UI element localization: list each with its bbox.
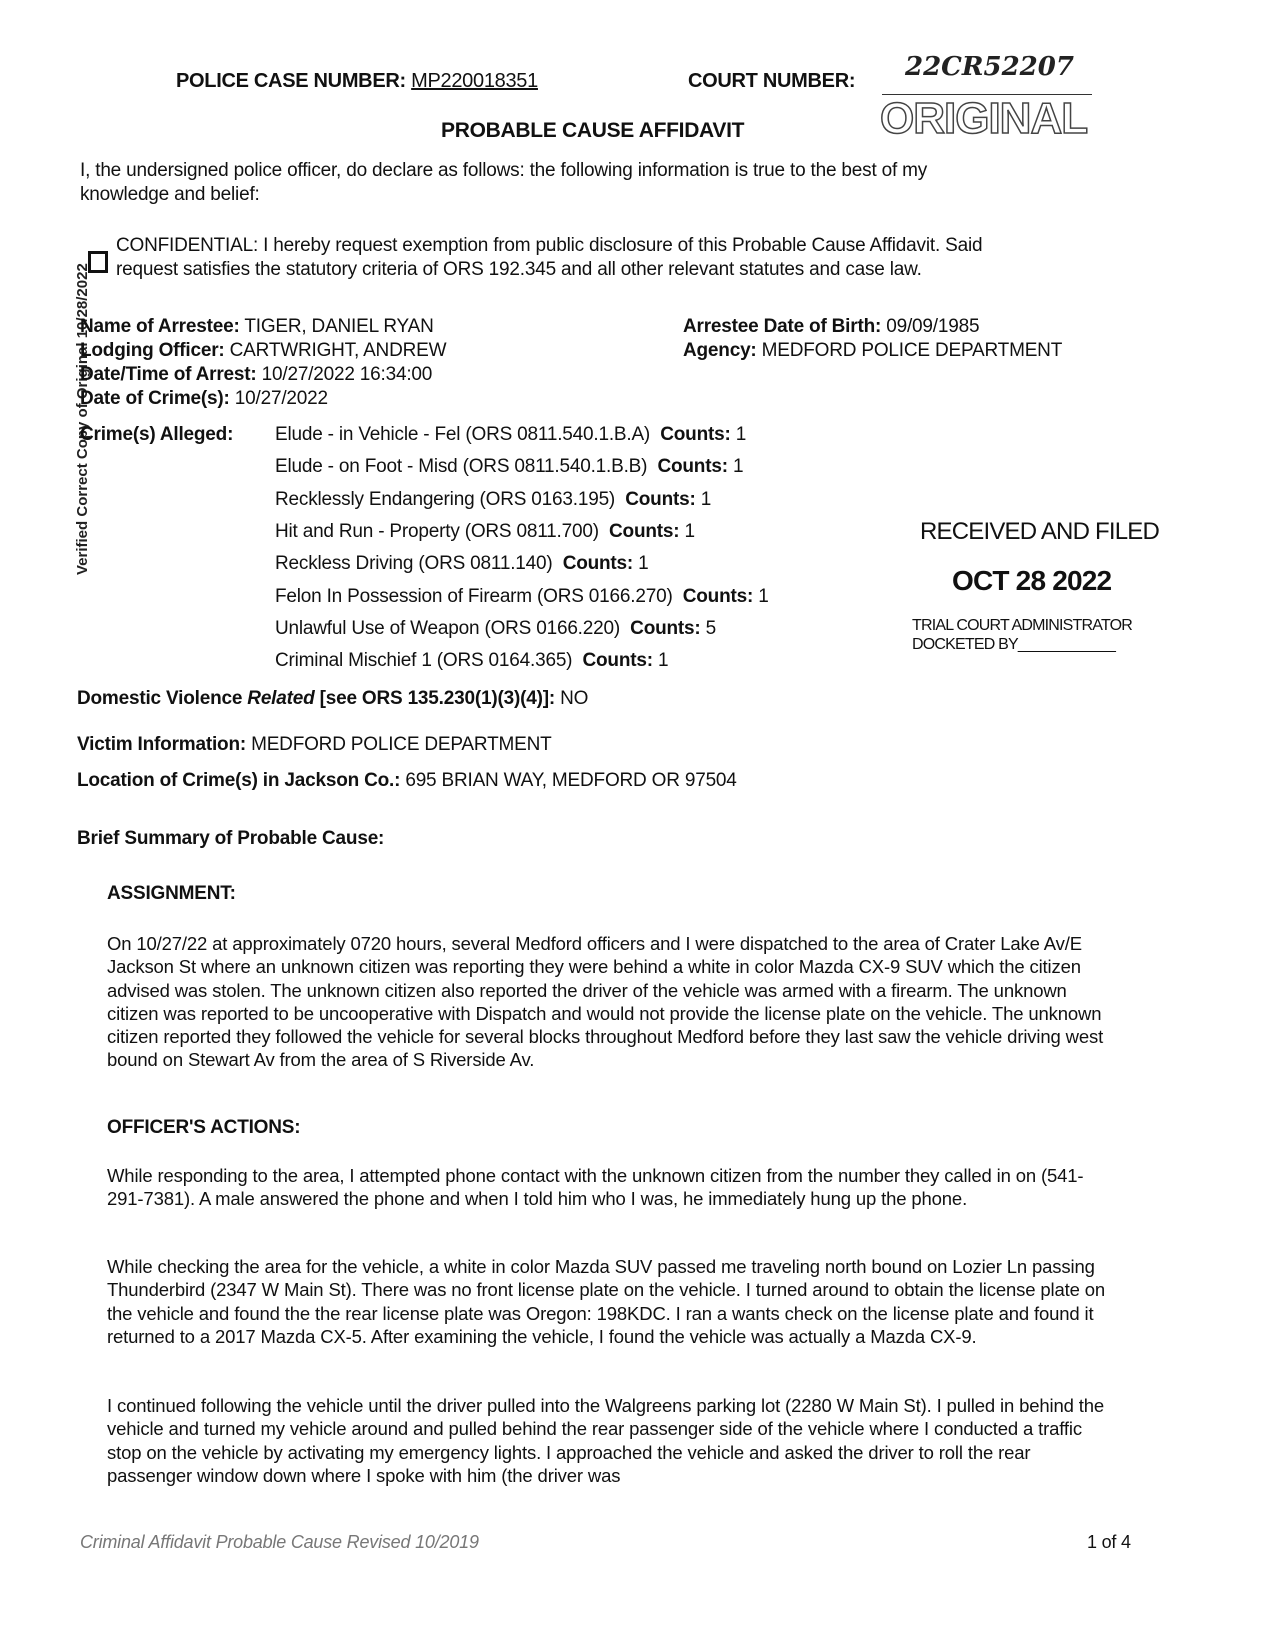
counts-label: Counts: (562, 553, 634, 575)
arrestee-dob: Arrestee Date of Birth: 09/09/1985 (683, 316, 980, 337)
actions-paragraph-1: While responding to the area, I attempted phone contact with the unknown citizen from the number they called in on (541-291-7381). A male answered the phone and when I told him who I was, he immediately hung up the phone. (107, 1165, 1084, 1210)
crime-counts: 5 (705, 617, 717, 639)
counts-label: Counts: (630, 617, 701, 639)
crime-name: Recklessly Endangering (ORS 0163.195) (275, 488, 616, 510)
crime-name: Felon In Possession of Firearm (ORS 0166.270) (275, 585, 673, 607)
crime-item (275, 521, 695, 543)
crime-name: Elude - on Foot - Misd (ORS 0811.540.1.B.B) (275, 456, 648, 478)
page-number: 1 of 4 (1087, 1532, 1131, 1552)
crime-item (275, 456, 743, 478)
police-case-number (176, 70, 538, 93)
crime-date: Date of Crime(s): 10/27/2022 (80, 388, 328, 409)
domestic-violence: Domestic Violence Related [see ORS 135.230(1)(3)(4)]: NO (77, 688, 589, 709)
filed-stamp-title: RECEIVED AND FILED (920, 518, 1159, 545)
crime-counts: 1 (758, 585, 769, 607)
summary-label: Brief Summary of Probable Cause: (77, 828, 385, 849)
confidential-checkbox[interactable] (88, 251, 108, 273)
court-number-label: COURT NUMBER: (688, 70, 856, 92)
page-title: PROBABLE CAUSE AFFIDAVIT (441, 119, 745, 142)
crime-counts: 1 (657, 650, 669, 672)
crime-counts: 1 (684, 520, 695, 542)
confidential-text-cont: request satisfies the statutory criteria of ORS 192.345 and all other relevant statutes and case law. (116, 259, 922, 280)
arrestee-name: Name of Arrestee: TIGER, DANIEL RYAN (80, 316, 434, 337)
crimes-label: Crime(s) Alleged: (80, 424, 234, 445)
crime-item (275, 618, 716, 640)
court-number-handwritten: 22CR52207 (905, 52, 1074, 82)
crime-location: Location of Crime(s) in Jackson Co.: 695 BRIAN WAY, MEDFORD OR 97504 (77, 770, 737, 791)
assignment-heading: ASSIGNMENT: (107, 883, 236, 904)
crime-item (275, 650, 668, 672)
crime-counts: 1 (700, 488, 712, 510)
filed-stamp-admin: TRIAL COURT ADMINISTRATOR (912, 617, 1133, 634)
arrest-datetime: Date/Time of Arrest: 10/27/2022 16:34:00 (80, 364, 433, 385)
crime-counts: 1 (638, 553, 649, 575)
crime-item (275, 489, 711, 511)
crime-item (275, 586, 769, 608)
crime-name: Unlawful Use of Weapon (ORS 0166.220) (275, 617, 620, 639)
victim-information: Victim Information: MEDFORD POLICE DEPARTMENT (77, 734, 552, 755)
crime-counts: 1 (735, 424, 747, 445)
filed-stamp-docketed: DOCKETED BY____________ (912, 636, 1116, 653)
crime-item (275, 553, 649, 575)
counts-label: Counts: (609, 520, 680, 542)
actions-paragraph-2: While checking the area for the vehicle, a white in color Mazda SUV passed me traveling north bound on Lozier Ln passing Thunderbird (2347 W Main St). There was no front license plate on the vehicle. I turned around to obtain the license plate on the vehicle and found the the rear license plate was Oregon: 198KDC. I ran a wants check on the license plate and found it returned to a 2017 Mazda CX-5. After examining the vehicle, I found the vehicle was actually a Mazda CX-9. (107, 1256, 1105, 1347)
assignment-text: On 10/27/22 at approximately 0720 hours, several Medford officers and I were dispatched to the area of Crater Lake Av/E Jackson St where an unknown citizen was reporting they were behind a white in color Mazda CX-9 SUV which the citizen advised was stolen. The unknown citizen also reported the driver of the vehicle was armed with a firearm. The unknown citizen was reported to be uncooperative with Dispatch and would not provide the license plate on the vehicle. The unknown citizen reported they followed the vehicle for several blocks throughout Medford before they last saw the vehicle driving west bound on Stewart Av from the area of S Riverside Av. (107, 933, 1104, 1071)
form-revision: Criminal Affidavit Probable Cause Revised 10/2019 (80, 1532, 479, 1552)
crime-item (275, 424, 746, 446)
declaration-cont: knowledge and belief: (80, 184, 260, 205)
filed-stamp-date: OCT 28 2022 (952, 565, 1112, 596)
crime-counts: 1 (732, 456, 744, 478)
counts-label: Counts: (582, 650, 653, 672)
actions-heading: OFFICER'S ACTIONS: (107, 1117, 301, 1138)
agency: Agency: MEDFORD POLICE DEPARTMENT (683, 340, 1063, 361)
actions-paragraph-3: I continued following the vehicle until the driver pulled into the Walgreens parking lot (2280 W Main St). I pulled in behind the vehicle and turned my vehicle around and pulled behind the rear passenger side of the vehicle where I conducted a traffic stop on the vehicle by activating my emergency lights. I approached the vehicle and asked the driver to roll the rear passenger window down where I spoke with him (the driver was (107, 1395, 1105, 1486)
counts-label: Counts: (625, 488, 696, 510)
lodging-officer: Lodging Officer: CARTWRIGHT, ANDREW (80, 340, 447, 361)
crime-name: Reckless Driving (ORS 0811.140) (275, 553, 553, 575)
counts-label: Counts: (660, 424, 731, 445)
crime-name: Hit and Run - Property (ORS 0811.700) (275, 520, 599, 542)
counts-label: Counts: (682, 585, 754, 607)
crime-name: Criminal Mischief 1 (ORS 0164.365) (275, 650, 573, 672)
confidential-text: CONFIDENTIAL: I hereby request exemption from public disclosure of this Probable Cause Affidavit. Said (116, 235, 983, 256)
original-stamp: ORIGINAL (880, 94, 1088, 143)
counts-label: Counts: (657, 456, 728, 478)
declaration: I, the undersigned police officer, do declare as follows: the following information is true to the best of my (80, 160, 928, 181)
police-case-value: MP220018351 (411, 70, 538, 92)
verified-copy-stamp: Verified Correct Copy of Original 10/28/2022 (74, 263, 91, 575)
police-case-label: POLICE CASE NUMBER: (176, 70, 406, 92)
crime-name: Elude - in Vehicle - Fel (ORS 0811.540.1.B.A) (275, 424, 651, 445)
